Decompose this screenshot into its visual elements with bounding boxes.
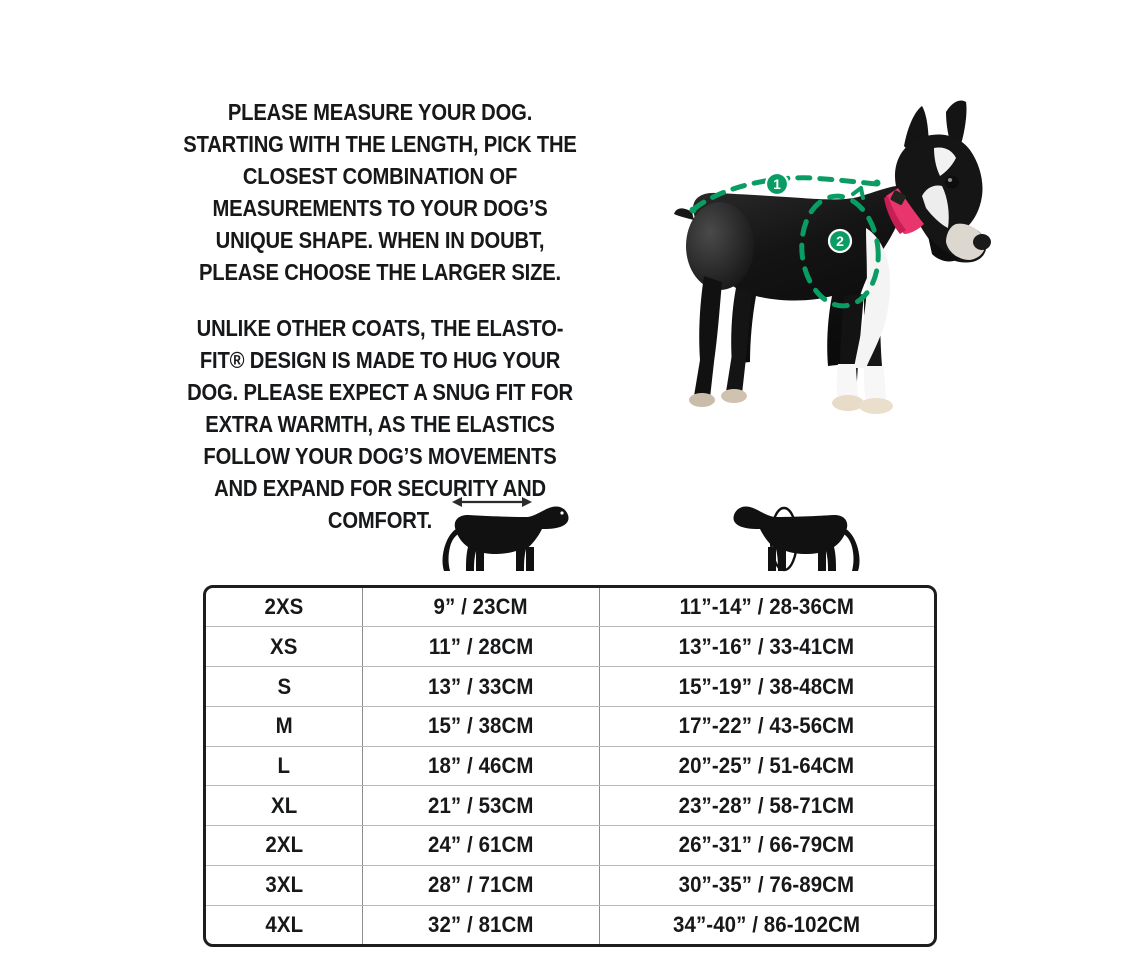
size-cell-text: XS <box>270 633 298 659</box>
girth-cell-text: 30”-35” / 76-89CM <box>679 872 855 898</box>
girth-cell <box>599 786 934 826</box>
measure-marker-2-label: 2 <box>836 233 844 249</box>
dog-measurement-photo <box>660 96 1005 436</box>
size-cell-text: 4XL <box>265 911 303 937</box>
size-cell-text: S <box>277 673 291 699</box>
instructions-paragraph-1: PLEASE MEASURE YOUR DOG. STARTING WITH THE LENGTH, PICK THE CLOSEST COMBINATION OF MEASUREMENTS TO YOUR DOG’S UNIQUE SHAPE. WHEN IN DOUBT, PLEASE CHOOSE THE LARGER SIZE. <box>183 99 577 285</box>
dog-paws <box>689 389 893 414</box>
length-cell <box>363 706 600 746</box>
size-chart-table <box>203 585 937 947</box>
girth-cell <box>599 905 934 944</box>
size-cell-text: 3XL <box>265 872 303 898</box>
girth-cell-text: 34”-40” / 86-102CM <box>673 911 861 937</box>
length-cell <box>363 786 600 826</box>
table-row <box>206 826 934 866</box>
table-row <box>206 667 934 707</box>
girth-cell <box>599 746 934 786</box>
size-cell <box>206 786 363 826</box>
measure-marker-1-label: 1 <box>773 176 781 192</box>
size-cell-text: XL <box>270 792 298 818</box>
measure-marker-1 <box>766 173 788 195</box>
length-cell <box>363 746 600 786</box>
dog-girth-icon <box>730 487 870 575</box>
size-cell <box>206 588 363 627</box>
length-cell <box>363 588 600 627</box>
dog-head <box>895 100 991 262</box>
table-row <box>206 588 934 627</box>
instructions-block <box>150 96 610 536</box>
dog-silhouette-length <box>443 506 569 571</box>
length-cell-text: 21” / 53CM <box>428 792 534 818</box>
girth-cell-text: 15”-19” / 38-48CM <box>679 673 855 699</box>
length-cell-text: 28” / 71CM <box>428 872 534 898</box>
size-cell-text: 2XL <box>265 832 303 858</box>
size-cell-text: M <box>275 713 293 739</box>
girth-cell <box>599 706 934 746</box>
length-cell-text: 9” / 23CM <box>433 594 528 620</box>
length-cell <box>363 826 600 866</box>
girth-cell <box>599 667 934 707</box>
length-cell-text: 13” / 33CM <box>428 673 534 699</box>
length-cell <box>363 667 600 707</box>
girth-cell <box>599 627 934 667</box>
girth-cell-text: 11”-14” / 28-36CM <box>679 594 855 620</box>
girth-cell <box>599 826 934 866</box>
size-cell <box>206 826 363 866</box>
instructions-paragraph-2: UNLIKE OTHER COATS, THE ELASTO-FIT® DESIGN IS MADE TO HUG YOUR DOG. PLEASE EXPECT A SNUG FIT FOR EXTRA WARMTH, AS THE ELASTICS FOLLOW YOUR DOG’S MOVEMENTS AND EXPAND FOR SECURITY AND COMFORT. <box>187 315 573 533</box>
length-cell-text: 18” / 46CM <box>428 752 534 778</box>
dog-length-icon <box>432 487 572 575</box>
girth-cell <box>599 865 934 905</box>
table-row <box>206 627 934 667</box>
length-arrow <box>452 497 532 507</box>
size-cell <box>206 667 363 707</box>
size-cell <box>206 865 363 905</box>
length-cell-text: 11” / 28CM <box>428 633 534 659</box>
girth-cell-text: 13”-16” / 33-41CM <box>679 633 855 659</box>
size-cell <box>206 746 363 786</box>
table-row <box>206 786 934 826</box>
table-row <box>206 706 934 746</box>
size-cell-text: 2XS <box>264 594 304 620</box>
girth-cell <box>599 588 934 627</box>
table-row <box>206 905 934 944</box>
size-cell <box>206 627 363 667</box>
size-cell <box>206 706 363 746</box>
length-cell-text: 24” / 61CM <box>428 832 534 858</box>
size-cell-text: L <box>277 752 291 778</box>
girth-cell-text: 26”-31” / 66-79CM <box>679 832 855 858</box>
girth-cell-text: 23”-28” / 58-71CM <box>679 792 855 818</box>
girth-cell-text: 17”-22” / 43-56CM <box>679 713 855 739</box>
table-row <box>206 865 934 905</box>
length-cell <box>363 905 600 944</box>
table-row <box>206 746 934 786</box>
length-cell-text: 32” / 81CM <box>428 911 534 937</box>
length-cell <box>363 865 600 905</box>
length-cell <box>363 627 600 667</box>
length-cell-text: 15” / 38CM <box>428 713 534 739</box>
size-cell <box>206 905 363 944</box>
measure-marker-2 <box>829 230 851 252</box>
girth-cell-text: 20”-25” / 51-64CM <box>679 752 855 778</box>
